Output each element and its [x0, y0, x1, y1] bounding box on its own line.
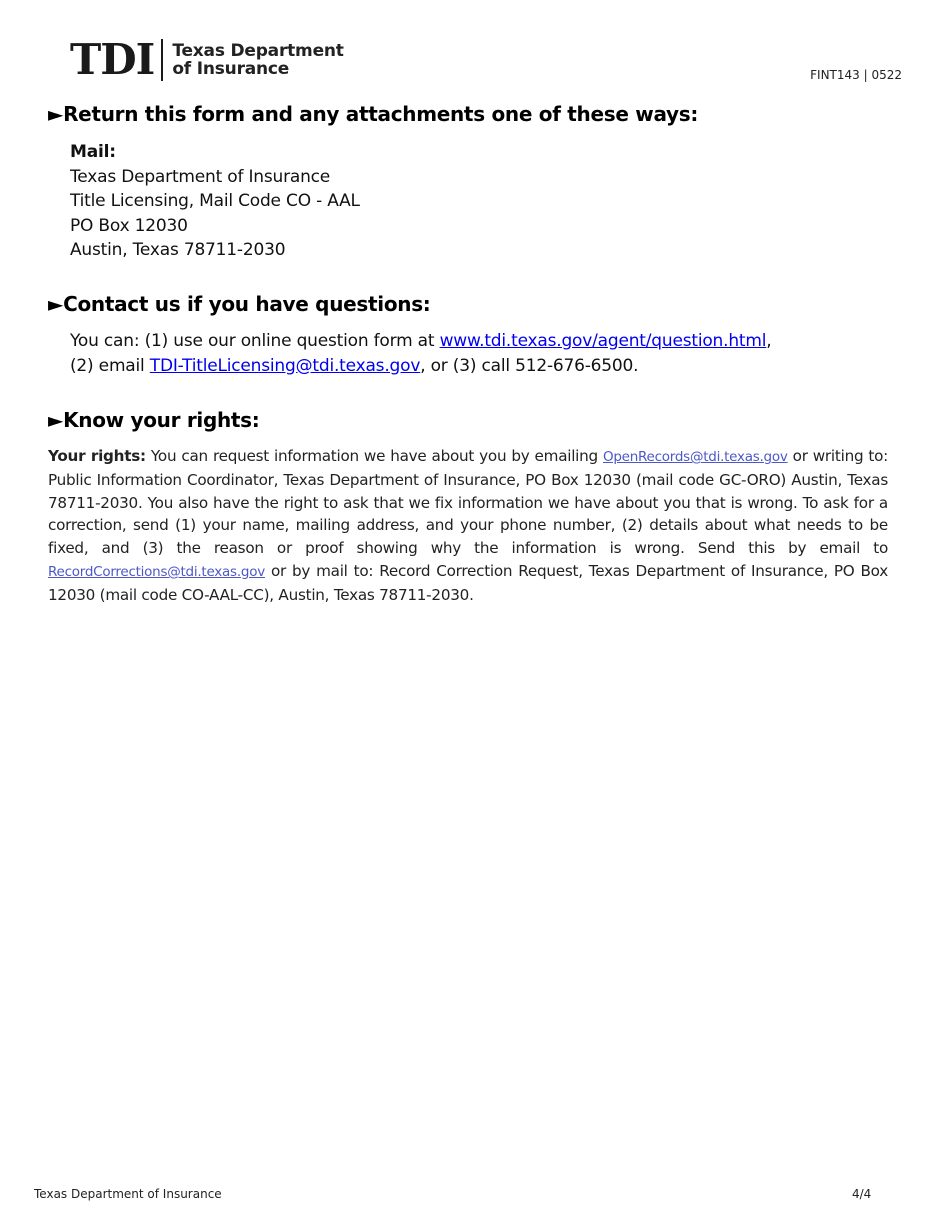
mail-address-block: [70, 140, 360, 263]
logo-text-line1: Texas Department: [172, 41, 344, 61]
title-licensing-email-link[interactable]: TDI-TitleLicensing@tdi.texas.gov: [149, 355, 421, 376]
page-number: 4/4: [852, 1187, 872, 1201]
form-code: FINT143 | 0522: [810, 68, 902, 82]
rights-section-title: ►Know your rights:: [48, 408, 260, 432]
logo-text: [172, 42, 343, 78]
record-corrections-email-link[interactable]: RecordCorrections@tdi.texas.gov: [48, 563, 265, 580]
contact-line-2: [70, 354, 771, 379]
contact-section-title: ►Contact us if you have questions:: [48, 292, 431, 316]
rights-text-1: You can request information we have about you by emailing: [145, 447, 603, 465]
open-records-email-link[interactable]: OpenRecords@tdi.texas.gov: [602, 449, 788, 465]
address-line: Austin, Texas 78711-2030: [70, 240, 286, 261]
footer-org: Texas Department of Insurance: [34, 1187, 222, 1201]
contact-text-2: ,: [766, 331, 772, 351]
return-section-title: ►Return this form and any attachments one of these ways:: [48, 102, 699, 126]
address-line: Title Licensing, Mail Code CO - AAL: [70, 191, 360, 212]
rights-paragraph: [48, 445, 888, 607]
question-form-link[interactable]: www.tdi.texas.gov/agent/question.html: [439, 331, 767, 351]
contact-text-4: , or (3) call 512-676-6500.: [420, 355, 639, 376]
rights-label: Your rights:: [48, 447, 146, 465]
logo-text-line2: of Insurance: [172, 59, 290, 79]
contact-text-1: You can: (1) use our online question form at: [70, 331, 440, 351]
rights-text-3: or by mail to: Record Correction Request, Texas Department of Insurance, PO Box 12030 (mail code CO-AAL-CC), Austin, Texas 78711-2030.: [48, 561, 888, 604]
contact-text: [70, 329, 771, 378]
logo-mark: TDI: [70, 35, 155, 84]
contact-text-3: (2) email: [70, 355, 150, 376]
address-line: PO Box 12030: [70, 215, 188, 236]
tdi-logo: [70, 35, 344, 84]
logo-divider: [161, 39, 163, 81]
rights-text-2: or writing to: Public Information Coordinator, Texas Department of Insurance, PO Box 12030 (mail code GC-ORO) Austin, Texas 78711-2030. You also have the right to ask that we fix information we have about you that is wrong. To ask for a correction, send (1) your name, mailing address, and your phone number, (2) details about what needs to be fixed, and (3) the reason or proof showing why the information is wrong. Send this by email to: [48, 447, 888, 558]
mail-label: Mail:: [70, 142, 116, 162]
address-line: Texas Department of Insurance: [70, 166, 331, 187]
contact-line-1: [70, 329, 771, 354]
